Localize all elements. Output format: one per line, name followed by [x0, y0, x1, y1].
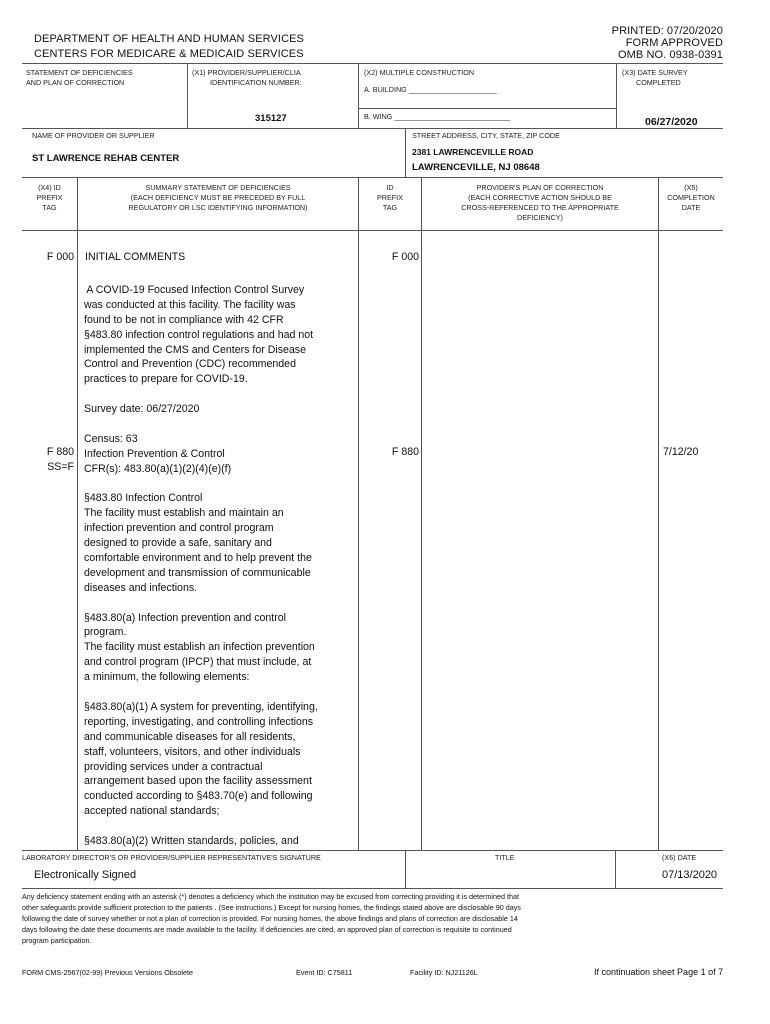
address-label: STREET ADDRESS, CITY, STATE, ZIP CODE	[412, 131, 560, 140]
f000-title: INITIAL COMMENTS	[85, 251, 186, 263]
rule	[616, 63, 617, 128]
city-state-zip: LAWRENCEVILLE, NJ 08648	[412, 162, 540, 173]
summary-line	[84, 596, 356, 611]
summary-line: Control and Prevention (CDC) recommended	[84, 358, 296, 371]
x5-column-header: (X5) COMPLETION DATE	[667, 183, 715, 212]
rule	[358, 63, 359, 128]
signature-value: Electronically Signed	[34, 869, 137, 881]
rule	[358, 108, 616, 109]
rule	[22, 128, 723, 129]
id-column-header: ID PREFIX TAG	[377, 183, 403, 212]
page-number: If continuation sheet Page 1 of 7	[594, 967, 724, 977]
rule	[187, 63, 188, 128]
summary-line: comfortable environment and to help prevent the	[84, 552, 312, 565]
summary-line: found to be not in compliance with 42 CFR	[84, 313, 284, 326]
rule	[77, 177, 78, 850]
summary-line	[84, 387, 356, 402]
survey-completed-date: 06/27/2020	[645, 116, 698, 128]
summary-line	[84, 685, 356, 700]
summary-line: staff, volunteers, visitors, and other individuals	[84, 745, 301, 758]
f880-tag: F 880	[46, 446, 74, 458]
provider-id-number: 315127	[255, 113, 287, 124]
printed-date: PRINTED: 07/20/2020	[611, 25, 723, 37]
f880-scope-severity: SS=F	[47, 461, 74, 473]
omb-number: OMB NO. 0938-0391	[617, 49, 723, 61]
form-approved: FORM APPROVED	[625, 37, 723, 49]
x3-label: (X3) DATE SURVEY COMPLETED	[622, 68, 688, 87]
rule	[22, 63, 723, 64]
summary-line: §483.80(a) Infection prevention and control	[84, 611, 287, 624]
summary-line: implemented the CMS and Centers for Disease	[84, 343, 306, 356]
summary-line: A COVID-19 Focused Infection Control Survey	[84, 284, 305, 296]
department-title: DEPARTMENT OF HEALTH AND HUMAN SERVICES	[34, 33, 304, 45]
summary-line: development and transmission of communicable	[84, 566, 311, 579]
summary-line: and communicable diseases for all residents,	[84, 730, 296, 743]
rule	[405, 850, 406, 888]
summary-line: was conducted at this facility. The facility was	[84, 298, 296, 311]
f000-id: F 000	[391, 251, 419, 263]
signature-date: 07/13/2020	[662, 869, 718, 881]
plan-column-header: PROVIDER'S PLAN OF CORRECTION (EACH CORRECTIVE ACTION SHOULD BE CROSS-REFERENCED TO THE APPROPRIATE DEFICIENCY)	[461, 183, 619, 222]
summary-line: Survey date: 06/27/2020	[84, 403, 200, 416]
rule	[358, 177, 359, 850]
x2-label: (X2) MULTIPLE CONSTRUCTION	[364, 68, 475, 77]
statement-label: STATEMENT OF DEFICIENCIES AND PLAN OF CORRECTION	[26, 68, 133, 87]
summary-line: The facility must establish and maintain an	[84, 507, 284, 520]
summary-line: diseases and infections.	[84, 581, 198, 594]
summary-line: §483.80 Infection Control	[84, 492, 203, 505]
provider-name-label: NAME OF PROVIDER OR SUPPLIER	[32, 131, 155, 140]
summary-line: infection prevention and control program	[84, 522, 274, 535]
event-id: Event ID: C75811	[296, 968, 353, 977]
street-address: 2381 LAWRENCEVILLE ROAD	[412, 147, 534, 157]
summary-line: reporting, investigating, and controlling infections	[84, 715, 314, 728]
rule	[658, 177, 659, 850]
centers-title: CENTERS FOR MEDICARE & MEDICAID SERVICES	[34, 48, 304, 60]
footnote: Any deficiency statement ending with an asterisk (*) denotes a deficiency which the institution may be excused from correcting providing it is determined that other safeguards provide sufficient protection to the patients . (See instructions.) Except for nursing homes, the findings stated above are disclosable 90 days following the date of survey whether or not a plan of correction is provided. For nursing homes, the above findings and plans of correction are disclosable 14 days following the date these documents are made available to the facility. If deficiencies are cited, an approved plan of correction is requisite to continued program participation.	[22, 892, 521, 945]
summary-line: practices to prepare for COVID-19.	[84, 373, 248, 386]
summary-line: arrangement based upon the facility assessment	[84, 775, 312, 788]
rule	[22, 888, 723, 889]
f000-tag: F 000	[46, 251, 74, 263]
summary-line: a minimum, the following elements:	[84, 671, 250, 684]
summary-line: CFR(s): 483.80(a)(1)(2)(4)(e)(f)	[84, 462, 232, 475]
summary-line: Infection Prevention & Control	[84, 447, 225, 460]
rule	[22, 230, 723, 231]
f880-completion-date: 7/12/20	[663, 446, 699, 458]
summary-line: Census: 63	[84, 432, 138, 445]
rule	[421, 177, 422, 850]
summary-line: conducted according to §483.70(e) and following	[84, 790, 313, 803]
summary-line: The facility must establish an infection prevention	[84, 641, 315, 654]
form-number: FORM CMS-2567(02-99) Previous Versions Obsolete	[22, 968, 193, 977]
date-label: (X6) DATE	[662, 853, 697, 862]
provider-name: ST LAWRENCE REHAB CENTER	[32, 153, 180, 164]
deficiency-summary-text	[84, 283, 356, 849]
title-label: TITLE	[495, 853, 515, 862]
wing-field: B. WING _____________________________	[364, 112, 511, 121]
summary-line: §483.80(a)(2) Written standards, policies, and	[84, 834, 299, 847]
summary-line: providing services under a contractual	[84, 760, 263, 773]
summary-line	[84, 819, 356, 834]
summary-line: designed to provide a safe, sanitary and	[84, 537, 272, 550]
rule	[22, 850, 723, 851]
summary-line: §483.80(a)(1) A system for preventing, identifying,	[84, 700, 318, 713]
x4-column-header: (X4) ID PREFIX TAG	[36, 183, 63, 212]
summary-line	[84, 417, 356, 432]
rule	[22, 177, 723, 178]
summary-line: and control program (IPCP) that must include, at	[84, 656, 312, 669]
summary-line: program.	[84, 626, 127, 639]
facility-id: Facility ID: NJ21126L	[410, 968, 478, 977]
summary-line: accepted national standards;	[84, 805, 220, 818]
rule	[615, 850, 616, 888]
x1-label: (X1) PROVIDER/SUPPLIER/CLIA IDENTIFICATION NUMBER:	[192, 68, 302, 87]
f880-id: F 880	[391, 446, 419, 458]
signature-label: LABORATORY DIRECTOR'S OR PROVIDER/SUPPLIER REPRESENTATIVE'S SIGNATURE	[22, 853, 321, 862]
summary-line	[84, 477, 356, 492]
rule	[405, 128, 406, 177]
building-field: A. BUILDING ______________________	[364, 85, 497, 94]
summary-line: §483.80 infection control regulations and had not	[84, 328, 314, 341]
summary-column-header: SUMMARY STATEMENT OF DEFICIENCIES (EACH DEFICIENCY MUST BE PRECEDED BY FULL REGULATORY OR LSC IDENTIFYING INFORMATION)	[128, 183, 308, 212]
